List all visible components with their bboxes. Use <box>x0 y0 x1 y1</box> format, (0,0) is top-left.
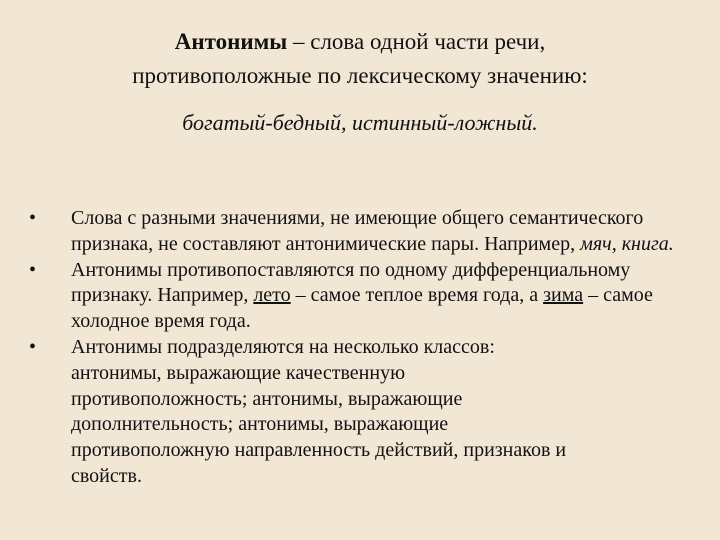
bullet-item-1 <box>0 206 720 258</box>
bullet-2-mid: – самое теплое время года, а <box>290 284 544 307</box>
bullet-icon: • <box>29 258 37 281</box>
bullet-list <box>0 206 720 490</box>
slide-title <box>40 25 680 93</box>
bullet-item-2 <box>0 258 720 335</box>
bullet-3-line-4: дополнительность; антонимы, выражающие <box>71 413 449 436</box>
bullet-2-word-summer: лето <box>253 284 291 307</box>
title-term: Антонимы <box>174 29 288 54</box>
bullet-1-example: мяч, книга. <box>580 232 674 255</box>
bullet-icon: • <box>29 207 37 229</box>
bullet-2-text: Антонимы противопоставляются по одному дифференциальному признаку. Например, <box>71 258 631 307</box>
examples-line: богатый-бедный, истинный-ложный. <box>182 110 538 135</box>
bullet-3-line-3: противоположность; антонимы, выражающие <box>71 387 463 410</box>
bullet-1-text: Слова с разными значениями, не имеющие общего семантического признака, не составляют антонимические пары. Например, <box>71 207 644 255</box>
bullet-2-end: – самое холодное время года. <box>71 284 653 333</box>
bullet-item-3 <box>0 335 720 490</box>
bullet-icon: • <box>29 335 37 358</box>
bullet-3-line-6: свойств. <box>71 464 142 487</box>
bullet-3-line-1: Антонимы подразделяются на несколько классов: <box>71 335 495 358</box>
bullet-3-line-5: противоположную направленность действий, признаков и <box>71 439 567 462</box>
bullet-3-line-2: антонимы, выражающие качественную <box>71 361 406 384</box>
title-line2: противоположные по лексическому значению: <box>132 63 588 88</box>
title-line1-rest: – слова одной части речи, <box>287 29 546 54</box>
bullet-2-word-winter: зима <box>543 284 584 307</box>
